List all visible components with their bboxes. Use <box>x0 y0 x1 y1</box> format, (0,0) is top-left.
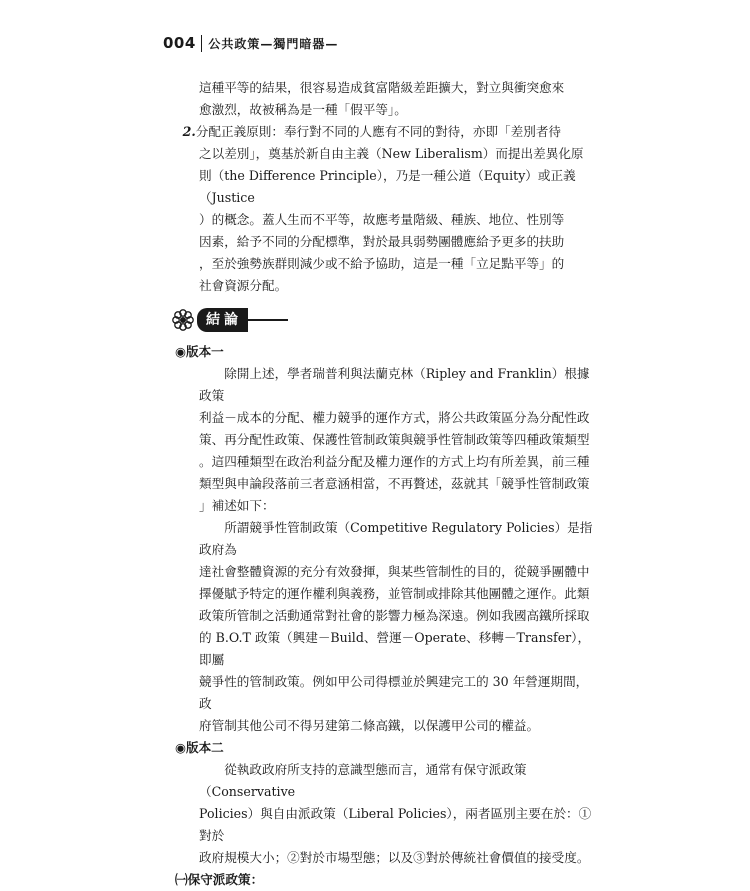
text-line: 政府規模大小；②對於市場型態；以及③對於傳統社會價值的接受度。 <box>199 850 590 865</box>
text-line: 則（the Difference Principle），乃是一種公道（Equity）或正義（Justice <box>199 168 576 205</box>
header-divider <box>201 35 203 52</box>
text-line: 。這四種類型在政治利益分配及權力運作的方式上均有所差異，前三種 <box>199 454 590 469</box>
list-number: 2. <box>182 124 196 139</box>
version-2-paragraph-1 <box>175 759 595 869</box>
text-line: 類型與申論段落前三者意涵相當，不再贅述，茲就其「競爭性管制政策 <box>199 476 590 491</box>
page-header <box>163 34 338 52</box>
text-line: 從執政政府所支持的意識型態而言，通常有保守派政策（Conservative <box>199 762 527 799</box>
page-number: 004 <box>163 34 196 52</box>
text-line: 政策所管制之活動通常對社會的影響力極為深遠。例如我國高鐵所採取 <box>199 608 590 623</box>
text-line: 所謂競爭性管制政策（Competitive Regulatory Policies）是指政府為 <box>199 520 593 557</box>
page-body <box>175 77 595 891</box>
list-item-2 <box>175 121 595 297</box>
version-1-paragraph-1 <box>175 363 595 517</box>
text-line: 愈激烈，故被稱為是一種「假平等」。 <box>199 102 407 117</box>
text-line: 因素，給予不同的分配標準，對於最具弱勢團體應給予更多的扶助 <box>199 234 565 249</box>
book-title: 公共政策—獨門暗器— <box>208 36 339 51</box>
section-heading <box>171 305 595 335</box>
paragraph-continuation <box>175 77 595 121</box>
text-line: 」補述如下： <box>199 498 275 513</box>
version-1-heading: ◉版本一 <box>175 344 224 359</box>
section-title: 結論 <box>197 308 248 332</box>
text-line: 除開上述，學者瑞普利與法蘭克林（Ripley and Franklin）根據政策 <box>199 366 590 403</box>
text-line: ，至於強勢族群則減少或不給予協助，這是一種「立足點平等」的 <box>199 256 565 271</box>
text-line: 達社會整體資源的充分有效發揮，與某些管制性的目的，從競爭團體中 <box>199 564 590 579</box>
text-line: 府管制其他公司不得另建第二條高鐵，以保護甲公司的權益。 <box>199 718 540 733</box>
text-line: 的 B.O.T 政策（興建－Build、營運－Operate、移轉－Transfer），即屬 <box>199 630 591 667</box>
text-line: 競爭性的管制政策。例如甲公司得標並於興建完工的 30 年營運期間，政 <box>199 674 589 711</box>
text-line: 利益－成本的分配、權力競爭的運作方式，將公共政策區分為分配性政 <box>199 410 590 425</box>
text-line: 之以差別」，奠基於新自由主義（New Liberalism）而提出差異化原 <box>199 146 584 161</box>
text-line: 分配正義原則：奉行對不同的人應有不同的對待，亦即「差別者待 <box>195 124 561 139</box>
subsection-heading: ㈠保守派政策： <box>175 872 264 887</box>
heading-rule <box>248 319 288 321</box>
version-1-paragraph-2 <box>175 517 595 737</box>
text-line: 策、再分配性政策、保護性管制政策與競爭性管制政策等四種政策類型 <box>199 432 590 447</box>
text-line: 社會資源分配。 <box>199 278 288 293</box>
text-line: 擇優賦予特定的運作權利與義務，並管制或排除其他團體之運作。此類 <box>199 586 590 601</box>
text-line: 這種平等的結果，很容易造成貧富階級差距擴大，對立與衝突愈來 <box>199 80 565 95</box>
text-line: Policies）與自由派政策（Liberal Policies），兩者區別主要在於：①對於 <box>199 806 592 843</box>
text-line: ）的概念。蓋人生而不平等，故應考量階級、種族、地位、性別等 <box>199 212 565 227</box>
flower-icon <box>171 308 195 332</box>
version-2-heading: ◉版本二 <box>175 740 224 755</box>
